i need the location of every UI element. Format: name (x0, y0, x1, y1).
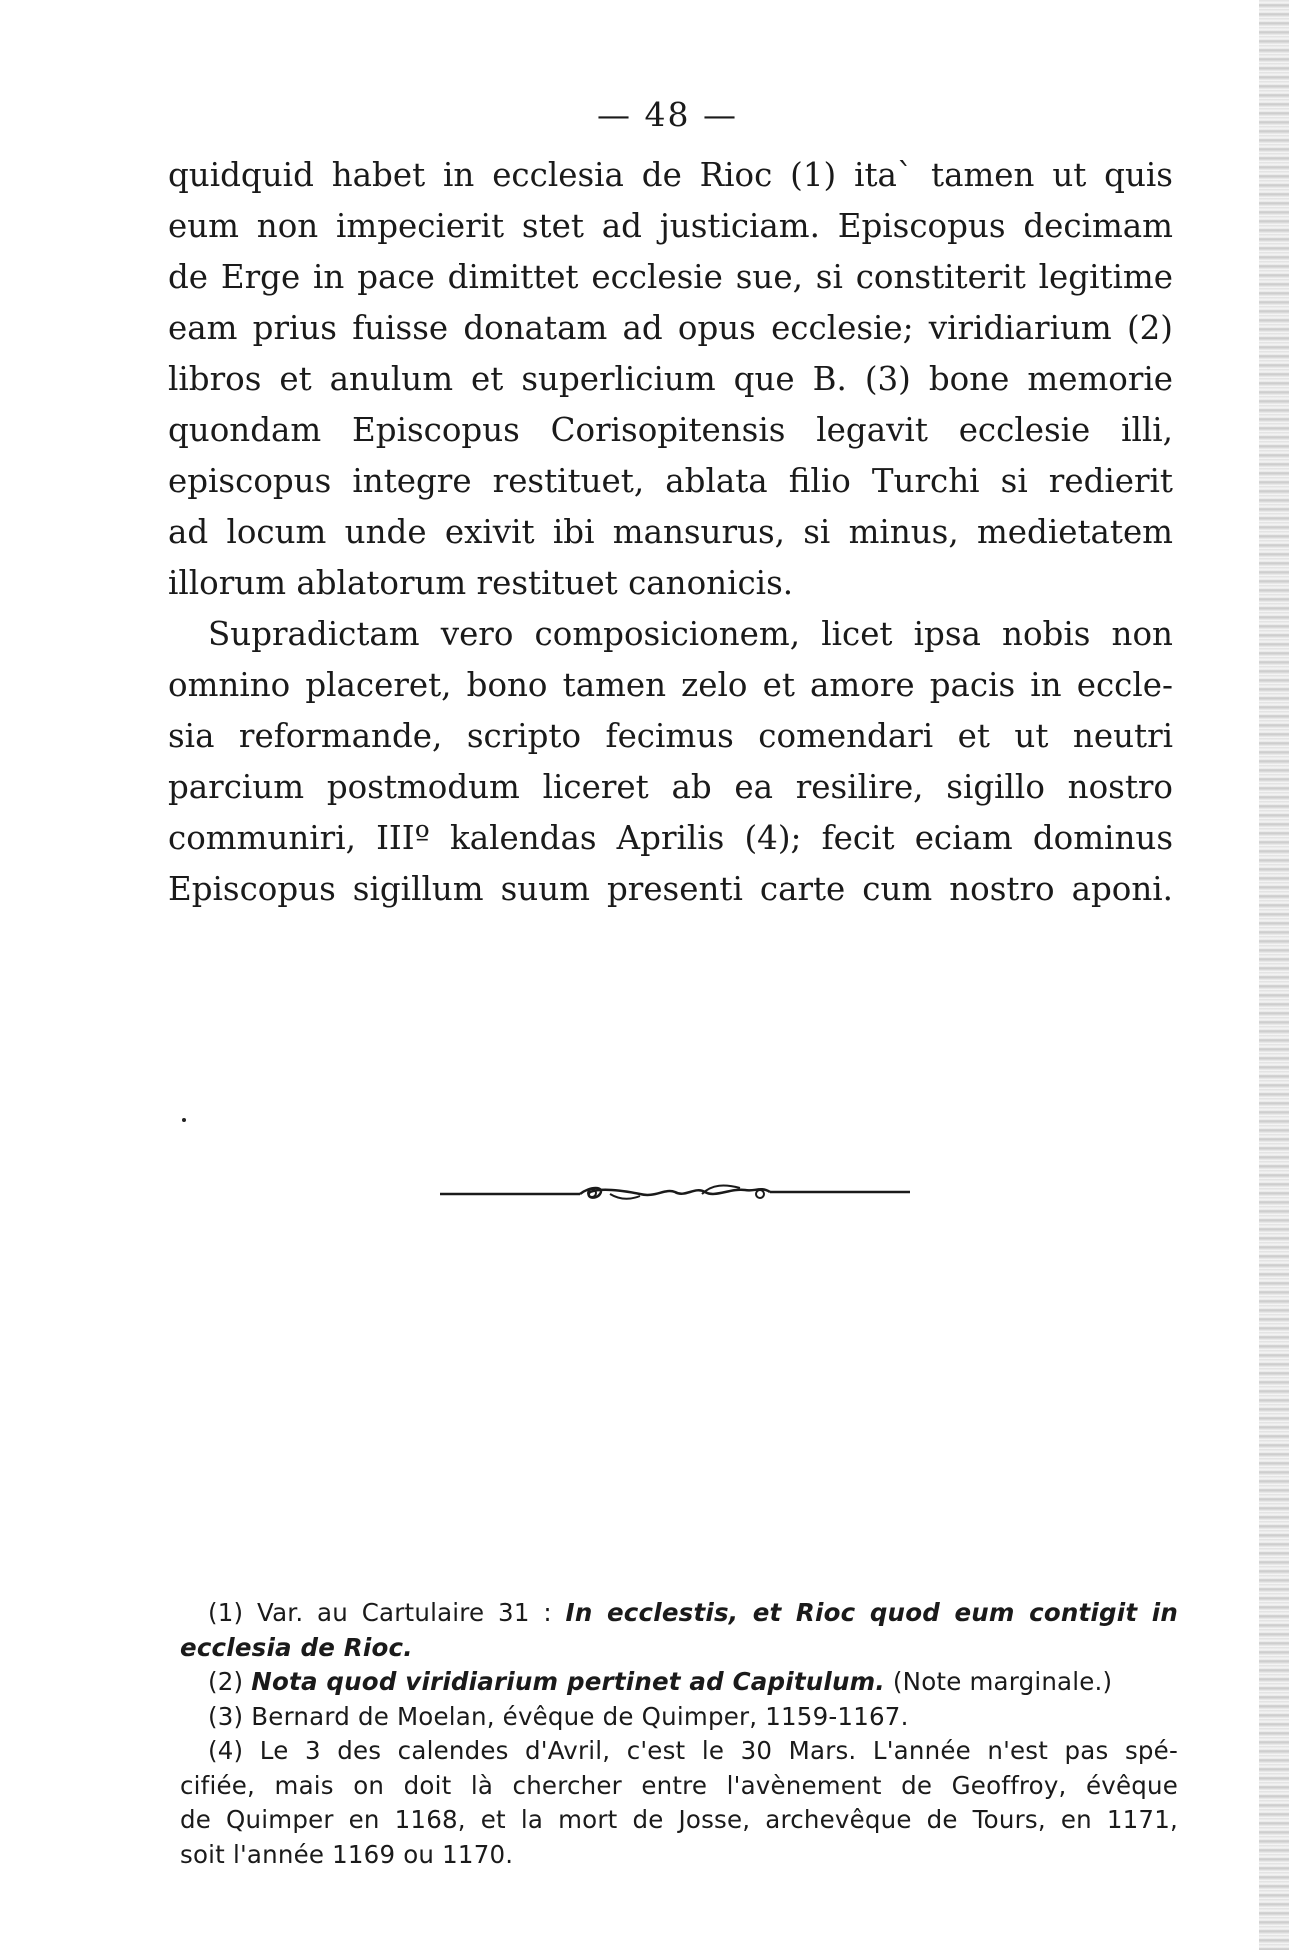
footnote-4-cont: cifiée, mais on doit là chercher entre l'avènement de Geoffroy, évêque (180, 1770, 1178, 1800)
text-line: libros et anulum et superlicium que B. (3) bone memorie (168, 360, 1173, 398)
text-line: quidquid habet in ecclesia de Rioc (1) ita` tamen ut quis (168, 156, 1173, 194)
text-line: parcium postmodum liceret ab ea resilire, sigillo nostro (168, 768, 1173, 806)
footnote-1: (1) Var. au Cartulaire 31 : In ecclestis, et Rioc quod eum contigit in (208, 1598, 1178, 1627)
footnote-2: (2) Nota quod viridiarium pertinet ad Capitulum. (Note marginale.) (208, 1667, 1113, 1696)
text-line: eum non impecierit stet ad justiciam. Episcopus decimam (168, 207, 1173, 245)
text-line: episcopus integre restituet, ablata filio Turchi si redierit (168, 462, 1173, 500)
scan-edge-shadow (1259, 0, 1289, 1950)
text-line: communiri, IIIº kalendas Aprilis (4); fecit eciam dominus (168, 819, 1173, 857)
ornament-divider (440, 1172, 910, 1212)
ink-speck (182, 1118, 186, 1122)
text-line: Supradictam vero composicionem, licet ipsa nobis non (208, 615, 1173, 653)
footnote-4: (4) Le 3 des calendes d'Avril, c'est le 30 Mars. L'année n'est pas spé- (208, 1736, 1178, 1765)
footnote-4-cont: soit l'année 1169 ou 1170. (180, 1839, 514, 1869)
text-line: omnino placeret, bono tamen zelo et amore pacis in eccle- (168, 666, 1173, 704)
text-line: quondam Episcopus Corisopitensis legavit ecclesie illi, (168, 411, 1173, 449)
text-line: eam prius fuisse donatam ad opus ecclesie; viridiarium (2) (168, 309, 1173, 347)
footnotes (180, 1596, 1178, 1872)
footnote-4-cont: de Quimper en 1168, et la mort de Josse, archevêque de Tours, en 1171, (180, 1805, 1178, 1834)
page-number: — 48 — (597, 95, 738, 134)
text-line: Episcopus sigillum suum presenti carte cum nostro aponi. (168, 870, 1173, 908)
text-line: illorum ablatorum restituet canonicis. (168, 564, 794, 602)
text-line: ad locum unde exivit ibi mansurus, si minus, medietatem (168, 513, 1173, 551)
text-line: sia reformande, scripto fecimus comendari et ut neutri (168, 717, 1173, 755)
footnote-1-cont: ecclesia de Rioc. (180, 1632, 413, 1662)
footnote-3: (3) Bernard de Moelan, évêque de Quimper, 1159-1167. (208, 1701, 909, 1731)
main-text (168, 150, 1173, 915)
text-line: de Erge in pace dimittet ecclesie sue, si constiterit legitime (168, 258, 1173, 296)
